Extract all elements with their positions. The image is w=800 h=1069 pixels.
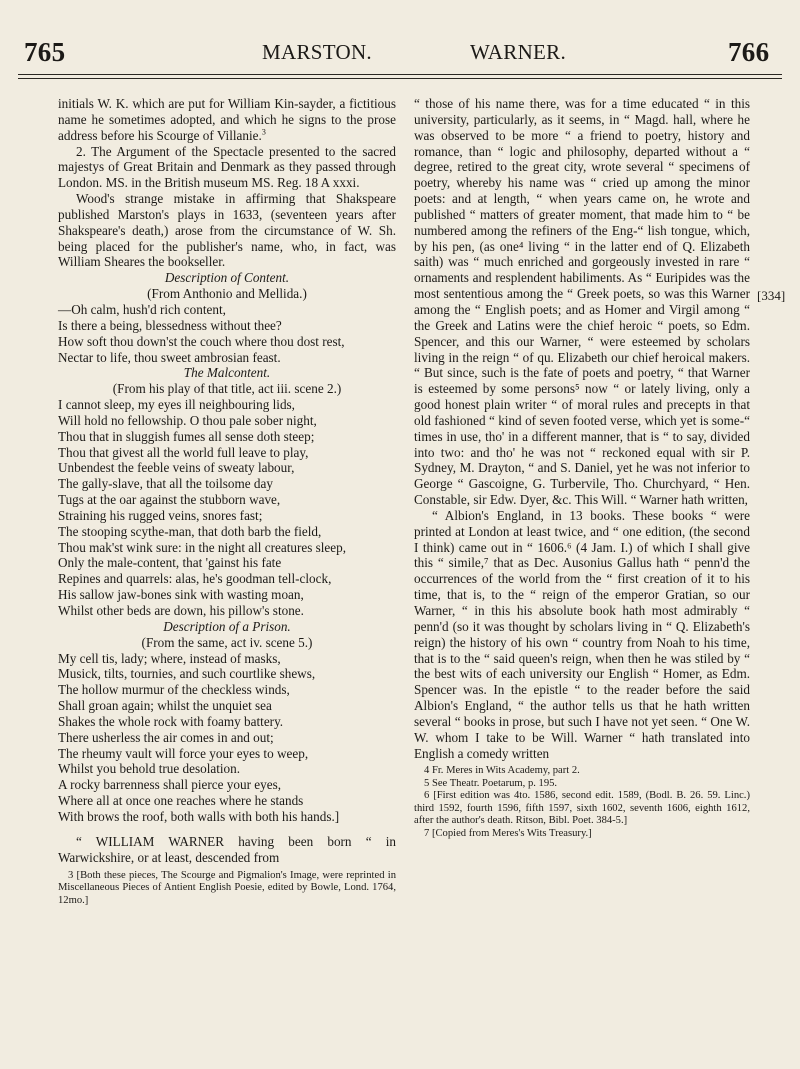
section-source-prison: (From the same, act iv. scene 5.): [141, 634, 313, 650]
section-heading-content: Description of Content.: [164, 270, 290, 286]
item-2-paragraph: 2. The Argument of the Spectacle presented to the sacred majestys of Great Britain and Denmark as they passed through London. MS. in the British museum MS. Reg. 18 A xxxi.: [58, 143, 396, 191]
verse-line: Thou mak'st wink sure: in the night all creatures sleep,: [58, 539, 347, 555]
section-heading-malcontent: The Malcontent.: [183, 365, 271, 381]
verse-line: Only the male-content, that 'gainst his fate: [58, 555, 282, 571]
warner-quote-paragraph-2: “ Albion's England, in 13 books. These books “ were printed at London at least twice, and “ one edition, (the second I think) came out in “ 1606.⁶ (4 Jam. I.) of which I shall give this “ simile,⁷ that as Dec. Ausonius Gallus hath “ penn'd the occurrences of the world from the “ first creation of it to his time, that is, to the “ reign of the emperor Gratian, so our Warner, “ in this his absolute book hath most admirably “ penn'd (so it was thought by scholars living in “ Q. Elizabeth's reign) the history of his own “ country from Noah to his time, that is to the “ said queen's reign, when then he was stiled by “ the best wits of each university our English “ Homer, as Edm. Spencer was. In the epistle “ to the reader before the said Albion's England, “ the author tells us that he hath written several “ books in prose, but such I have not yet seen. “ One W. W. whom I take to be Will. Warner “ hath translated into English a comedy written: [414, 507, 750, 761]
section-heading-prison: Description of a Prison.: [163, 618, 291, 634]
page-number-left: 765: [24, 37, 66, 67]
verse-line: The gally-slave, that all the toilsome day: [58, 476, 273, 492]
section-source-malcontent: (From his play of that title, act iii. scene 2.): [112, 381, 342, 397]
verse-line: Where all at once one reaches where he stands: [58, 793, 304, 809]
running-header: [0, 37, 800, 70]
verse-line: Repines and quarrels: alas, he's goodman tell-clock,: [58, 571, 332, 587]
verse-line: How soft thou down'st the couch where thou dost rest,: [58, 333, 345, 349]
verse-block-prison: [58, 651, 396, 825]
header-rule: [18, 74, 782, 75]
intro-paragraph: initials W. K. which are put for William Kin-sayder, a fictitious name he sometimes adopted, and which he signs to the prose address before his Scourge of Villanie.$^3$: [58, 96, 396, 143]
verse-line: Shakes the whole rock with foamy battery.: [58, 713, 284, 729]
verse-line: Tugs at the oar against the stubborn wave,: [58, 492, 281, 508]
page-number-right: 766: [728, 37, 770, 67]
footnote-6: 6 [First edition was 4to. 1586, second edit. 1589, (Bodl. B. 26. 59. Linc.) third 1592, fourth 1596, fifth 1597, sixth 1602, seventh 1606, eighth 1612, after the author's death. Ritson, Bibl. Poet. 384-5.]: [414, 790, 750, 827]
verse-line: Thou that in sluggish fumes all sense doth steep;: [58, 428, 315, 444]
verse-line: Nectar to life, thou sweet ambrosian feast.: [58, 349, 281, 365]
footnote-5: 5 See Theatr. Poetarum, p. 195.: [424, 777, 558, 789]
footnote-4: 4 Fr. Meres in Wits Academy, part 2.: [424, 765, 580, 777]
verse-line: Whilst you behold true desolation.: [58, 761, 241, 777]
verse-line: —Oh calm, hush'd rich content,: [58, 301, 226, 317]
footnote-3: 3 [Both these pieces, The Scourge and Pigmalion's Image, were reprinted in Miscellaneous Pieces of Antient English Poesie, edited by Bowle, Lond. 1764, 12mo.]: [58, 869, 396, 906]
verse-line: The rheumy vault will force your eyes to weep,: [58, 745, 309, 761]
verse-block-content: [58, 302, 396, 365]
verse-line: There usherless the air comes in and out;: [58, 729, 274, 745]
verse-line: I cannot sleep, my eyes ill neighbouring lids,: [58, 397, 295, 413]
verse-block-malcontent: [58, 397, 396, 619]
verse-line: With brows the roof, both walls with both his hands.]: [58, 808, 340, 824]
verse-line: The hollow murmur of the checkless winds,: [58, 682, 290, 698]
verse-line: My cell tis, lady; where, instead of masks,: [58, 650, 281, 666]
header-rule-thin: [18, 78, 782, 79]
wood-note-paragraph: Wood's strange mistake in affirming that Shakspeare published Marston's plays in 1633, (seventeen years after Shakspeare's death,) arose from the circumstance of W. Sh. being placed for the publisher's name, who, in fact, was William Sheares the bookseller.: [58, 191, 396, 270]
verse-line: Musick, tilts, tournies, and such courtlike shews,: [58, 666, 316, 682]
verse-line: Unbendest the feeble veins of sweaty labour,: [58, 460, 295, 476]
verse-line: Is there a being, blessedness without thee?: [58, 317, 282, 333]
verse-line: A rocky barrenness shall pierce your eyes,: [58, 777, 282, 793]
verse-line: Whilst other beds are down, his pillow's stone.: [58, 603, 304, 618]
verse-line: Will hold no fellowship. O thou pale sober night,: [58, 412, 317, 428]
footnote-block: [58, 870, 396, 908]
right-column: [414, 96, 750, 840]
footnote-7: 7 [Copied from Meres's Wits Treasury.]: [424, 827, 592, 839]
margin-page-reference: [334]: [757, 288, 786, 303]
warner-quote-start: “ WILLIAM WARNER having been born “ in Warwickshire, or at least, descended from: [58, 833, 396, 865]
section-source-content: (From Anthonio and Mellida.): [147, 286, 307, 302]
running-title-subject: WARNER.: [470, 40, 567, 64]
warner-quote-paragraph-1: “ those of his name there, was for a time educated “ in this university, particularly, as it seems, in “ Magd. hall, where he was observed to be more “ a friend to poetry, history and romance, than “ logic and philosophy, departed without a “ degree, retired to the great city, wrote several “ specimens of poetry, whereby his name was “ cried up among the minor poets: and at length, “ when years came on, he wrote and published “ matters of greater moment, that made him to “ be numbered among the refiners of the Eng-“ lish tongue, which, by his pen, (as one⁴ living “ in the latter end of Q. Elizabeth saith) was “ much enriched and gorgeously invested in rare “ ornaments and resplendent habiliments. As “ Euripides was the most sententious among the “ Greek poets, so was this Warner among the “ English poets; and as Homer and Virgil among “ the Greek and Latins were the chief heroic “ poets, so Edm. Spencer, and this our Warner, “ were esteemed by scholars living in the reign “ of qu. Elizabeth our chief heroical makers. “ But since, such is the fate of poets and poetry, “ that Warner is esteemed by some persons⁵ now “ or lately living, only a good honest plain writer “ of moral rules and precepts in that old fashioned “ kind of seven footed verse, which yet is some-“ times in use, tho' in a different manner, that is “ to say, divided into two: and tho' he was not “ reckoned equal with sir P. Sydney, M. Drayton, “ and S. Daniel, yet he was not inferior to George “ Gascoigne, G. Turbervile, Tho. Churchyard, “ Hen. Constable, sir Edw. Dyer, &c. This Will. “ Warner hath written,: [414, 96, 750, 508]
verse-line: His sallow jaw-bones sink with wasting moan,: [58, 587, 304, 603]
footnote-block: [414, 765, 750, 840]
left-column: [58, 96, 396, 907]
verse-line: Thou that givest all the world full leave to play,: [58, 444, 309, 460]
verse-line: Shall groan again; whilst the unquiet sea: [58, 698, 272, 714]
running-title-author: MARSTON.: [262, 40, 372, 64]
verse-line: Straining his rugged veins, snores fast;: [58, 507, 263, 523]
verse-line: The stooping scythe-man, that doth barb the field,: [58, 523, 322, 539]
